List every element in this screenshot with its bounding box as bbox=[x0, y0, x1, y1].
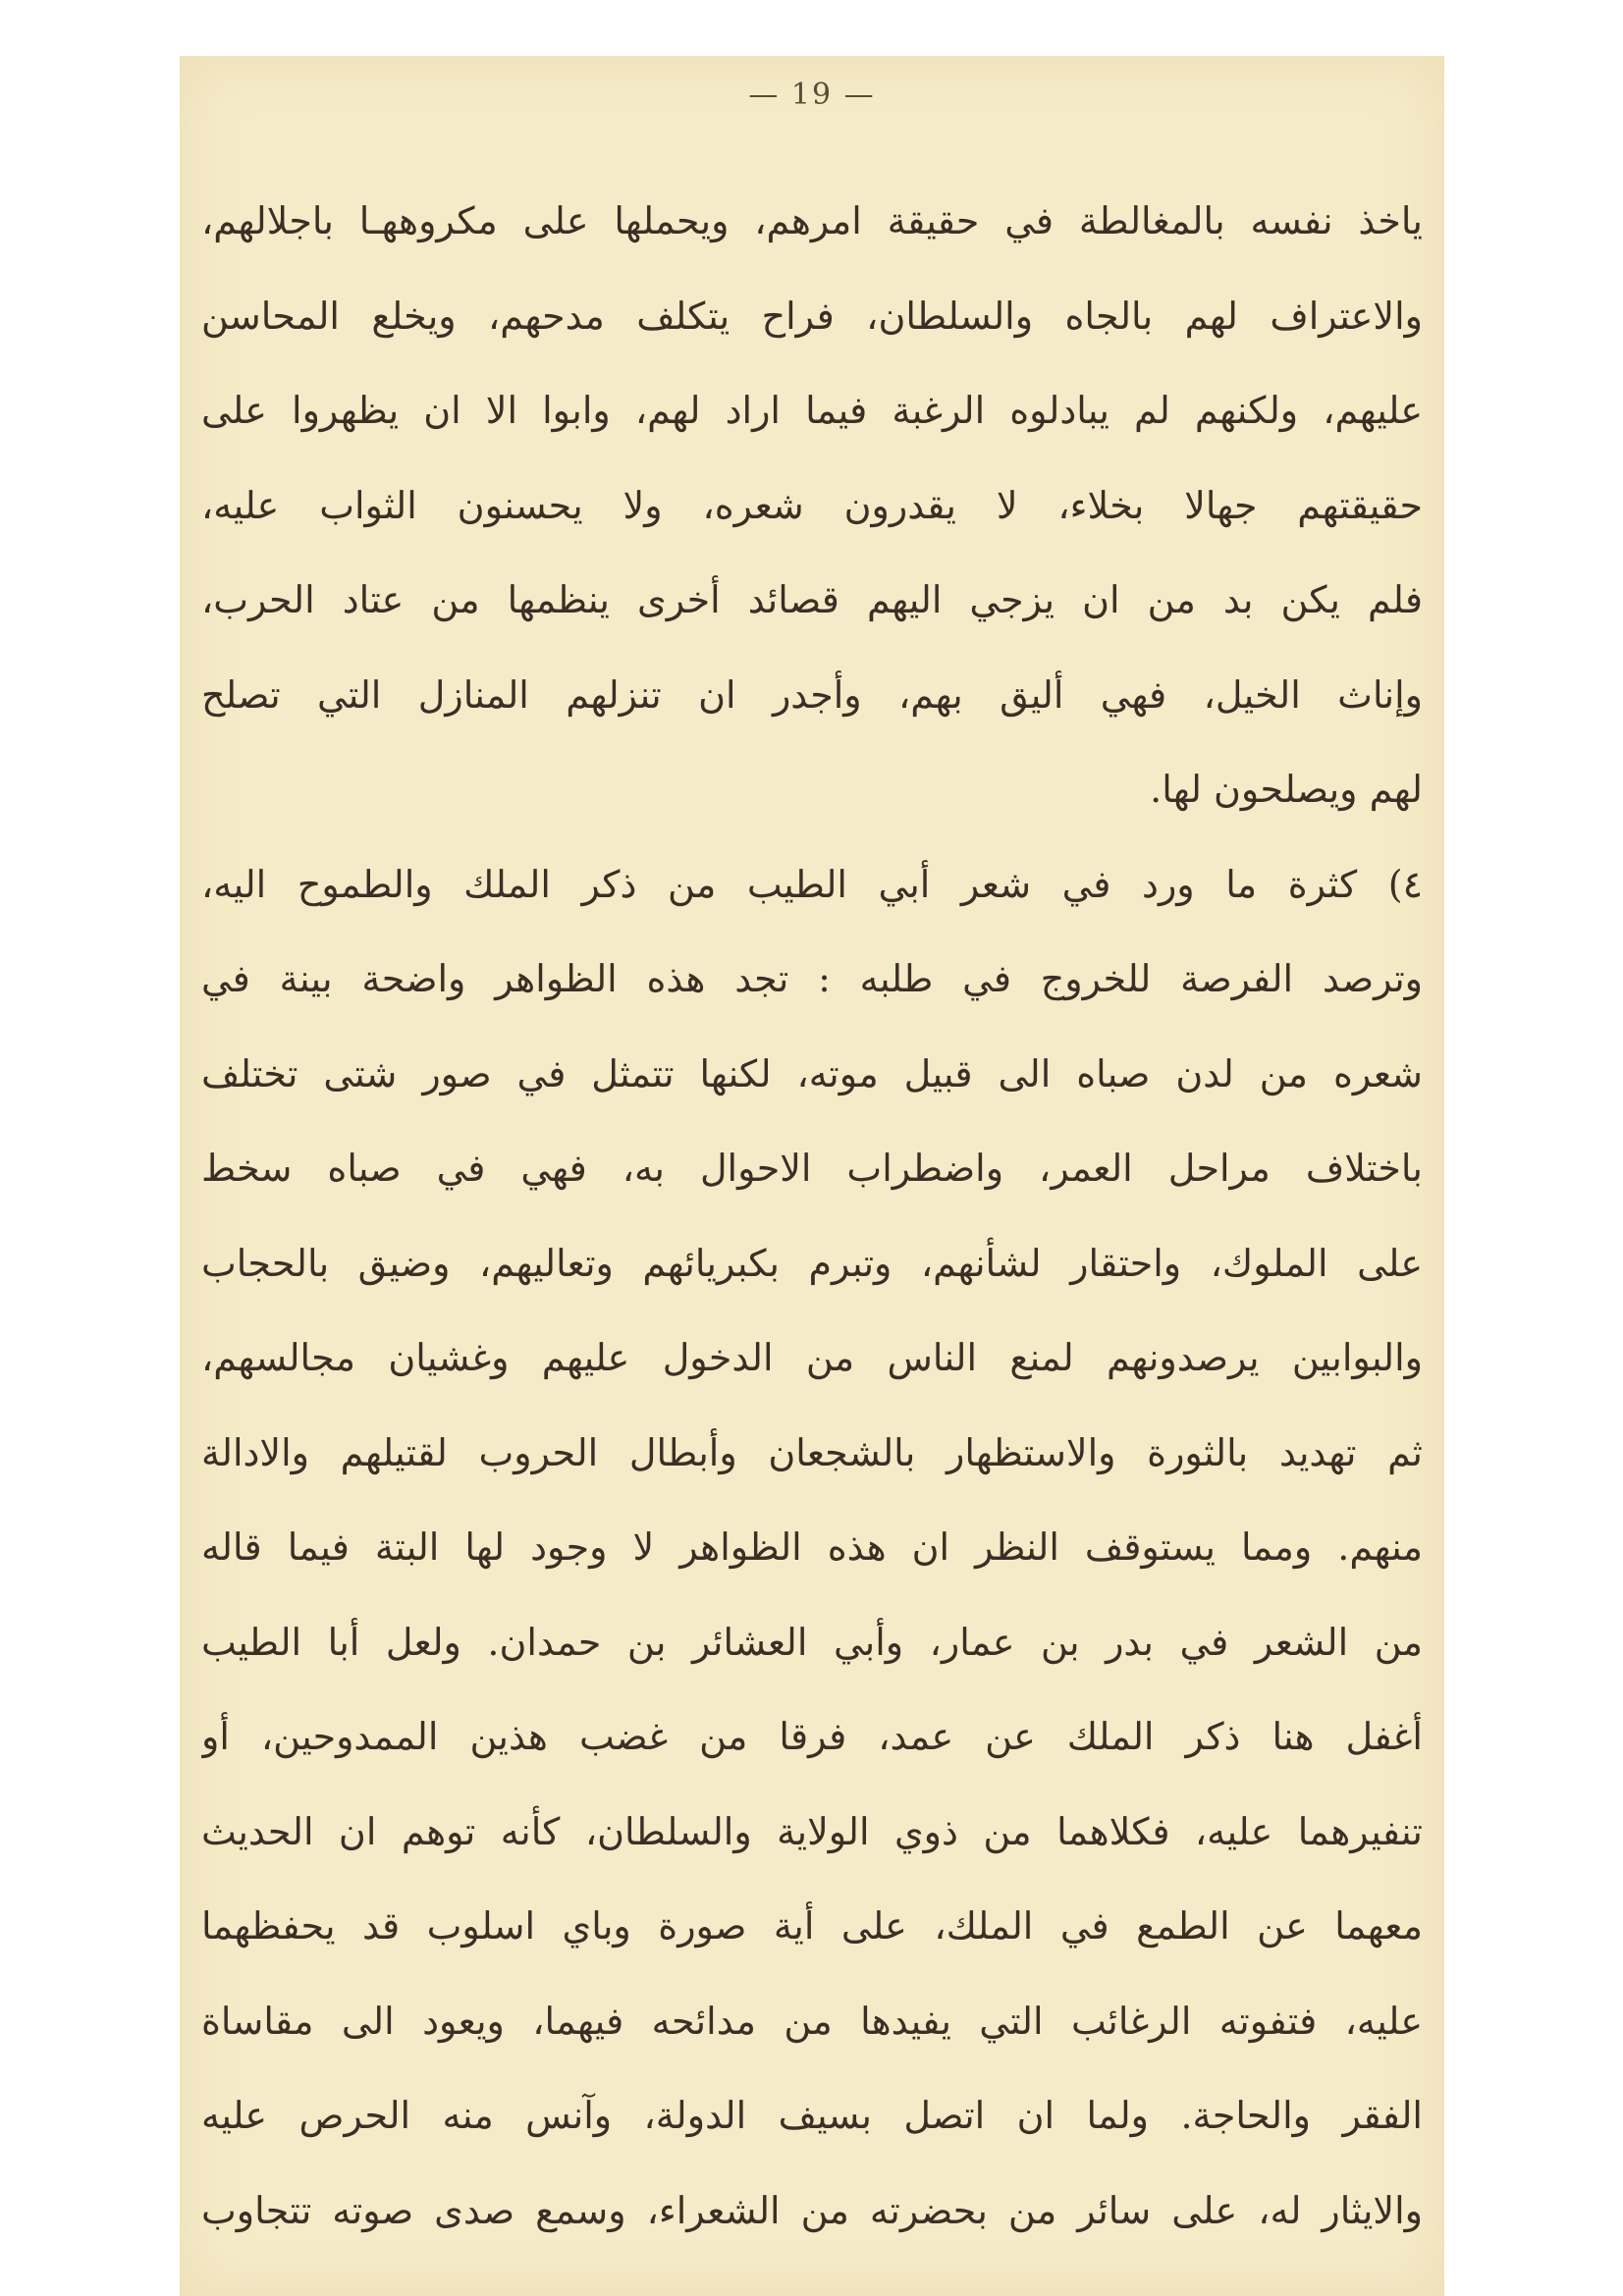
paragraph-end-line: لهم ويصلحون لها. bbox=[1150, 768, 1423, 811]
text-line: ثم تهديد بالثورة والاستظهار بالشجعان وأبطال الحروب لقتيلهم والادالة bbox=[201, 1430, 1423, 1474]
text-line: عليهم، ولكنهم لم يبادلوه الرغبة فيما اراد لهم، وابوا الا ان يظهروا على bbox=[201, 389, 1423, 432]
text-line: شعره من لدن صباه الى قبيل موته، لكنها تتمثل في صور شتى تختلف bbox=[201, 1051, 1423, 1095]
text-line: وترصد الفرصة للخروج في طلبه : تجد هذه الظواهر واضحة بينة في bbox=[201, 957, 1423, 1000]
page-number: — 19 — bbox=[748, 78, 876, 112]
text-line: والاعتراف لهم بالجاه والسلطان، فراح يتكلف مدحهم، ويخلع المحاسن bbox=[201, 294, 1423, 338]
text-line: على الملوك، واحتقار لشأنهم، وتبرم بكبريائهم وتعاليهم، وضيق بالحجاب bbox=[201, 1241, 1423, 1285]
text-line: وإناث الخيل، فهي أليق بهم، وأجدر ان تنزلهم المنازل التي تصلح bbox=[201, 672, 1423, 717]
text-line: الفقر والحاجة. ولما ان اتصل بسيف الدولة، وآنس منه الحرص عليه bbox=[201, 2094, 1423, 2137]
text-line: فلم يكن بد من ان يزجي اليهم قصائد أخرى ينظمها من عتاد الحرب، bbox=[201, 578, 1423, 621]
text-line: والبوابين يرصدونهم لمنع الناس من الدخول عليهم وغشيان مجالسهم، bbox=[201, 1336, 1423, 1379]
text-line: عليه، فتفوته الرغائب التي يفيدها من مدائحه فيهما، ويعود الى مقاساة bbox=[201, 1999, 1423, 2043]
text-line: ياخذ نفسه بالمغالطة في حقيقة امرهم، ويحملها على مكروههـا باجلالهم، bbox=[201, 199, 1423, 242]
body-text bbox=[201, 174, 1423, 2258]
text-line: معهما عن الطمع في الملك، على أية صورة وباي اسلوب قد يحفظهما bbox=[201, 1904, 1423, 1948]
text-line: والايثار له، على سائر من بحضرته من الشعراء، وسمع صدى صوته تتجاوب bbox=[201, 2188, 1423, 2232]
text-line: من الشعر في بدر بن عمار، وأبي العشائر بن حمدان. ولعل أبا الطيب bbox=[201, 1620, 1423, 1664]
text-line: حقيقتهم جهالا بخلاء، لا يقدرون شعره، ولا يحسنون الثواب عليه، bbox=[201, 483, 1423, 527]
text-line: منهم. ومما يستوقف النظر ان هذه الظواهر لا وجود لها البتة فيما قاله bbox=[201, 1525, 1423, 1569]
text-line: تنفيرهما عليه، فكلاهما من ذوي الولاية والسلطان، كأنه توهم ان الحديث bbox=[201, 1809, 1423, 1853]
text-line: ٤) كثرة ما ورد في شعر أبي الطيب من ذكر الملك والطموح اليه، bbox=[201, 862, 1423, 906]
text-line: أغفل هنا ذكر الملك عن عمد، فرقا من غضب هذين الممدوحين، أو bbox=[201, 1715, 1423, 1758]
scanned-page bbox=[180, 56, 1444, 2296]
text-line: باختلاف مراحل العمر، واضطراب الاحوال به، فهي في صباه سخط bbox=[201, 1147, 1423, 1190]
